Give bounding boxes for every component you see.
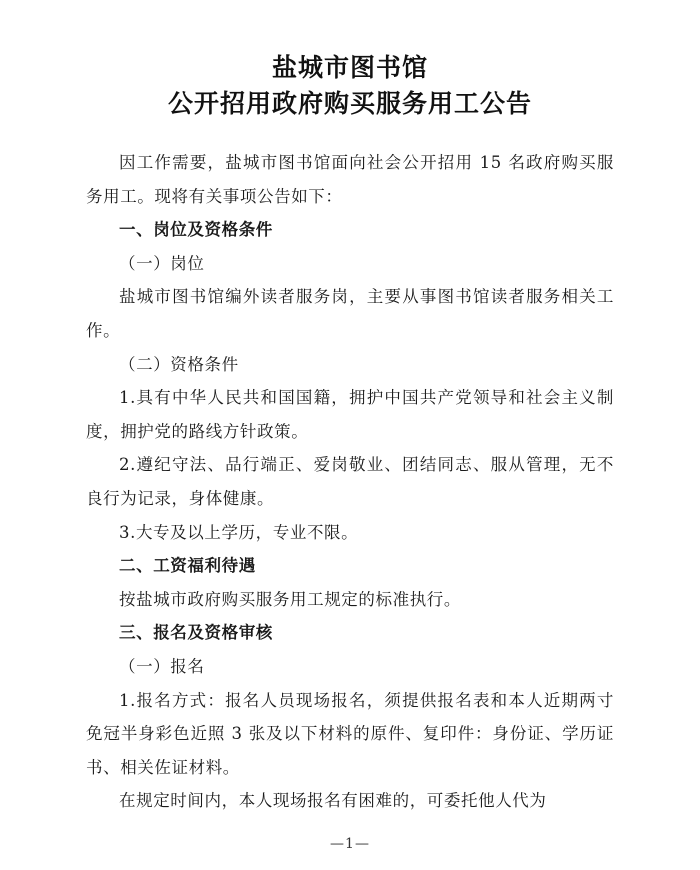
paragraph: （二）资格条件 <box>119 354 239 374</box>
paragraph: 按盐城市政府购买服务用工规定的标准执行。 <box>119 589 461 609</box>
paragraph: 盐城市图书馆编外读者服务岗，主要从事图书馆读者服务相关工作。 <box>86 287 614 340</box>
document-body <box>86 146 614 818</box>
paragraph: （一）岗位 <box>119 253 205 273</box>
section-heading: 一、岗位及资格条件 <box>119 220 273 240</box>
paragraph: 2.遵纪守法、品行端正、爱岗敬业、团结同志、服从管理，无不良行为记录，身体健康。 <box>86 455 614 508</box>
paragraph: 1.报名方式：报名人员现场报名，须提供报名表和本人近期两寸免冠半身彩色近照 3 张及以下材料的原件、复印件：身份证、学历证书、相关佐证材料。 <box>86 690 614 777</box>
paragraph: 3.大专及以上学历，专业不限。 <box>119 522 359 542</box>
section-heading: 三、报名及资格审核 <box>119 623 273 643</box>
document-title-line2: 公开招用政府购买服务用工公告 <box>167 89 532 118</box>
paragraph: 因工作需要，盐城市图书馆面向社会公开招用 15 名政府购买服务用工。现将有关事项公告如下： <box>86 153 614 206</box>
section-heading: 二、工资福利待遇 <box>119 556 256 576</box>
paragraph: （一）报名 <box>119 656 205 676</box>
page-number: —1— <box>330 836 370 852</box>
paragraph: 在规定时间内，本人现场报名有困难的，可委托他人代为 <box>119 791 547 811</box>
paragraph: 1.具有中华人民共和国国籍，拥护中国共产党领导和社会主义制度，拥护党的路线方针政策。 <box>86 388 614 441</box>
document-title-line1: 盐城市图书馆 <box>271 53 428 82</box>
